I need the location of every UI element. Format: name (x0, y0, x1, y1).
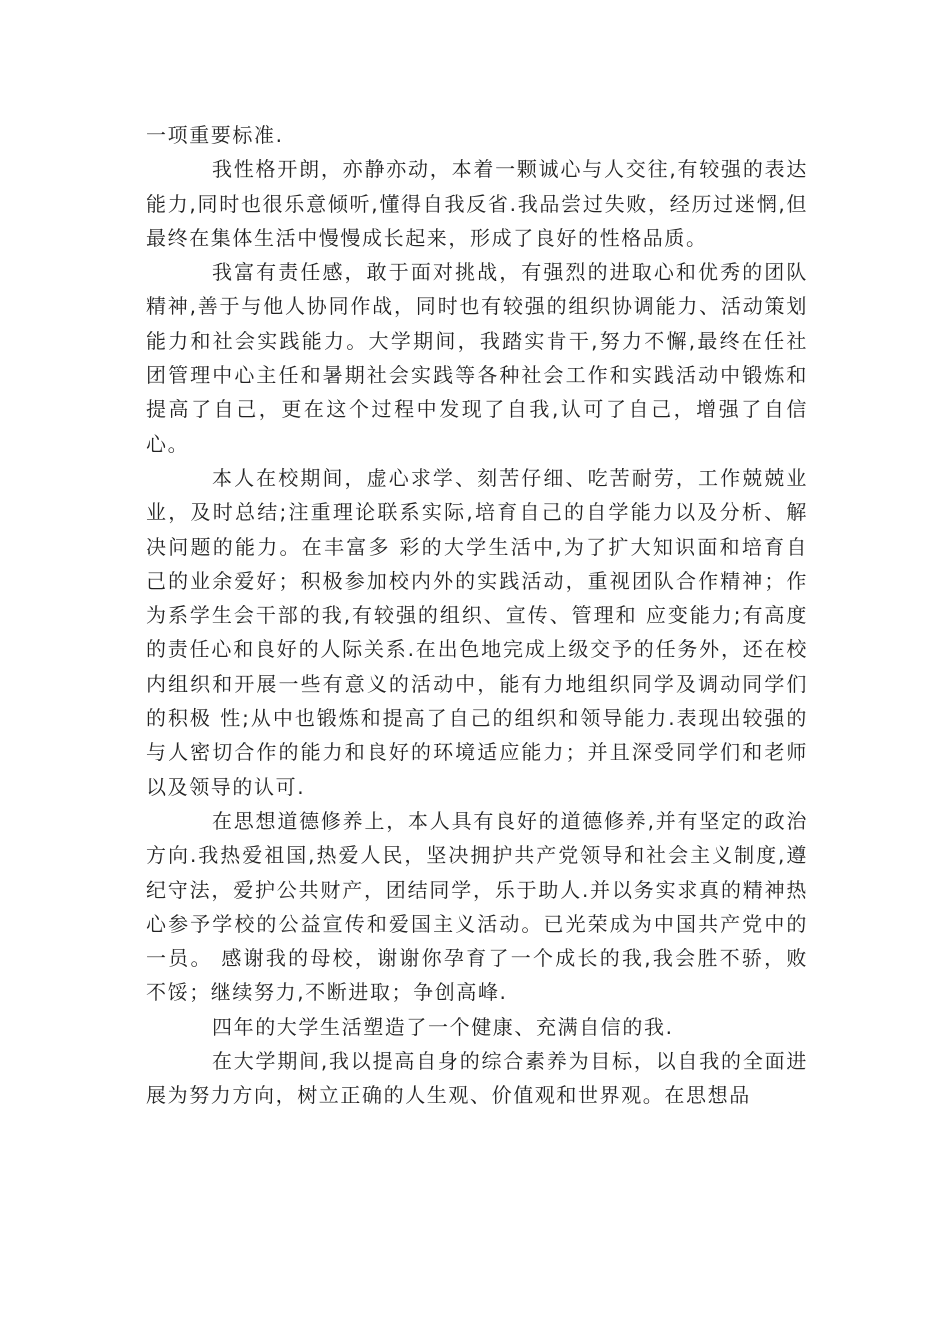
paragraph-4: 本人在校期间，虚心求学、刻苦仔细、吃苦耐劳，工作兢兢业业，及时总结;注重理论联系实际,培育自己的自学能力以及分析、解决问题的能力。在丰富多 彩的大学生活中,为了扩大知识面和培育自己的业余爱好；积极参加校内外的实践活动，重视团队合作精神；作为系学生会干部的我,有较强的组织、宣传、管理和 应变能力;有高度的责任心和良好的人际关系.在出色地完成上级交予的任务外，还在校内组织和开展一些有意义的活动中，能有力地组织同学及调动同学们的积极 性;从中也锻炼和提高了自己的组织和领导能力.表现出较强的与人密切合作的能力和良好的环境适应能力；并且深受同学们和老师以及领导的认可. (146, 465, 808, 799)
paragraph-2: 我性格开朗，亦静亦动，本着一颗诚心与人交往,有较强的表达能力,同时也很乐意倾听,懂得自我反省.我品尝过失败，经历过迷惘,但最终在集体生活中慢慢成长起来，形成了良好的性格品质。 (146, 157, 808, 250)
paragraph-6: 四年的大学生活塑造了一个健康、充满自信的我. (212, 1014, 674, 1039)
paragraph-5: 在思想道德修养上，本人具有良好的道德修养,并有坚定的政治方向.我热爱祖国,热爱人民，坚决拥护共产党领导和社会主义制度,遵纪守法，爱护公共财产，团结同学，乐于助人.并以务实求真的精神热心参予学校的公益宣传和爱国主义活动。已光荣成为中国共产党中的一员。 感谢我的母校，谢谢你孕育了一个成长的我,我会胜不骄，败不馁；继续努力,不断进取；争创高峰. (146, 808, 808, 1005)
paragraph-3: 我富有责任感，敢于面对挑战，有强烈的进取心和优秀的团队精神,善于与他人协同作战，同时也有较强的组织协调能力、活动策划能力和社会实践能力。大学期间，我踏实肯干,努力不懈,最终在任社团管理中心主任和暑期社会实践等各种社会工作和实践活动中锻炼和提高了自己，更在这个过程中发现了自我,认可了自己，增强了自信心。 (146, 260, 808, 456)
document-body (146, 118, 808, 1113)
paragraph-1: 一项重要标准. (146, 123, 284, 147)
paragraph-7: 在大学期间,我以提高自身的综合素养为目标，以自我的全面进展为努力方向，树立正确的人生观、价值观和世界观。在思想品 (146, 1049, 808, 1108)
